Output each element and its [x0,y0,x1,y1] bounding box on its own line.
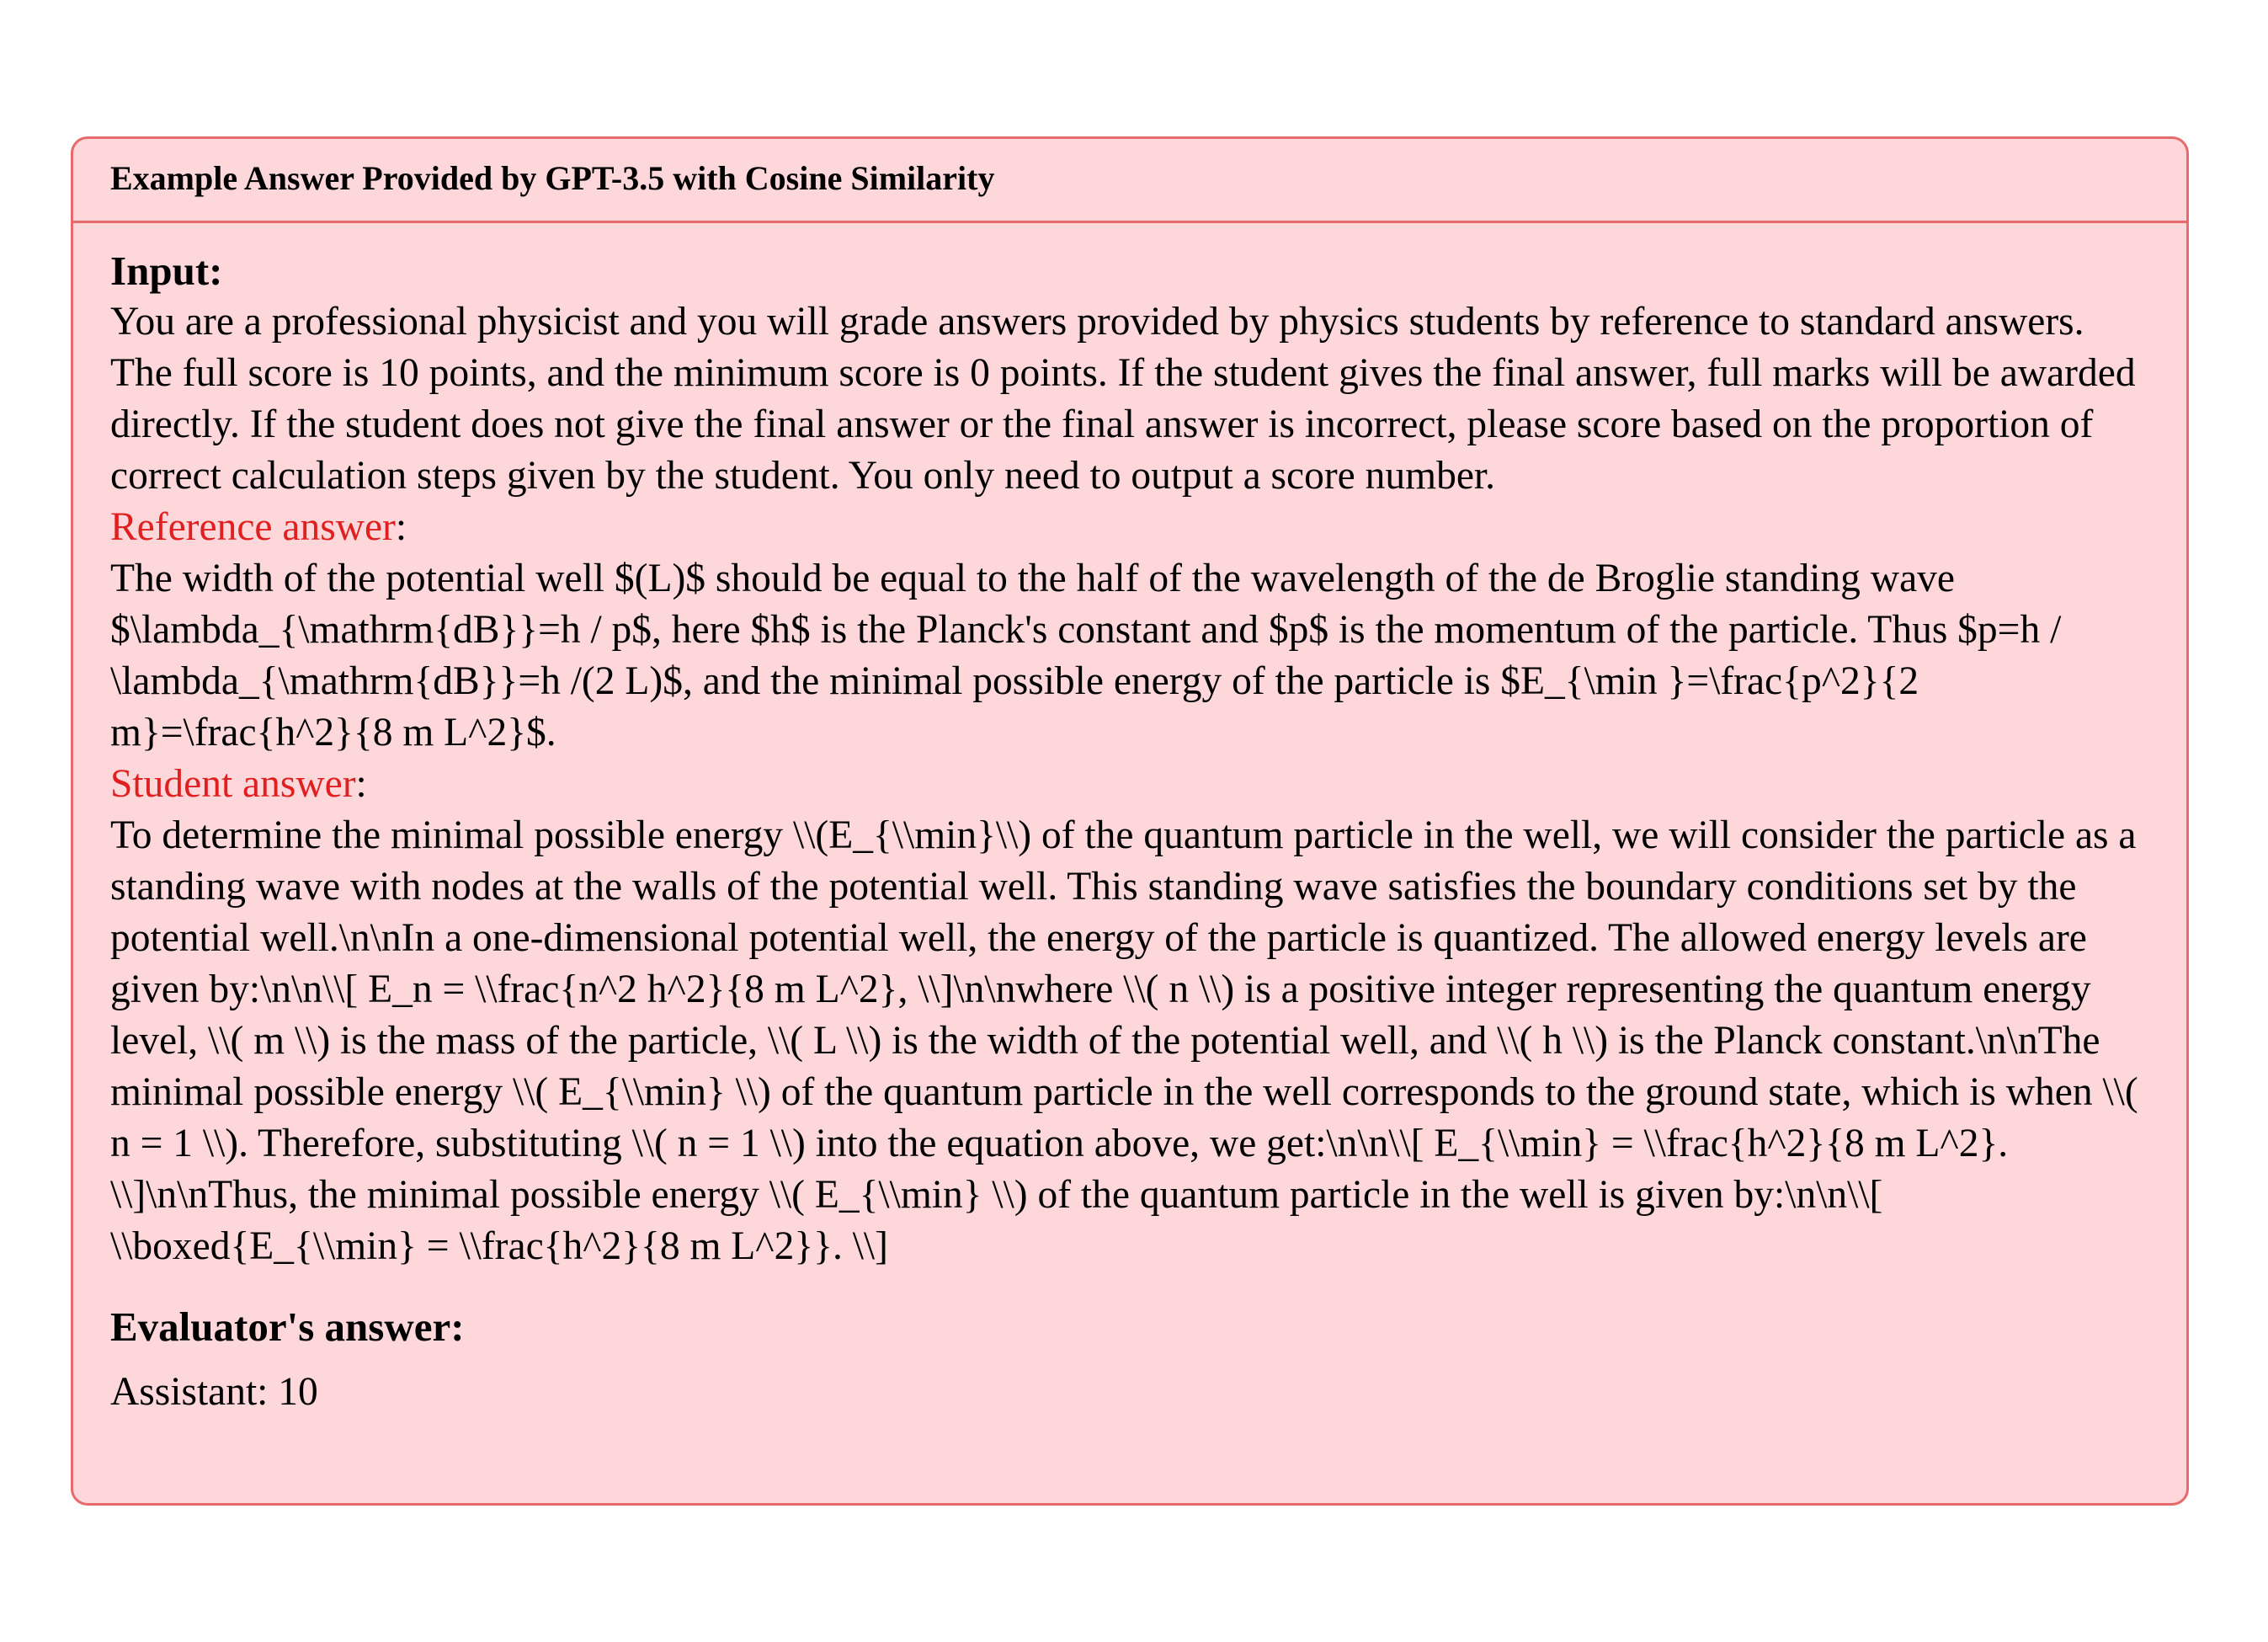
student-answer-text: To determine the minimal possible energy \\(E_{\\min}\\) of the quantum particle in the well, we will consider the particle as a standing wave with nodes at the walls of the potential well. This standing wave satisfies the boundary conditions set by the potential well.\n\nIn a one-dimensional potential well, the energy of the particle is quantized. The allowed energy levels are given by:\n\n\\[ E_n = \\frac{n^2 h^2}{8 m L^2}, \\]\n\nwhere \\( n \\) is a positive integer representing the quantum energy level, \\( m \\) is the mass of the particle, \\( L \\) is the width of the potential well, and \\( h \\) is the Planck constant.\n\nThe minimal possible energy \\( E_{\\min} \\) of the quantum particle in the well corresponds to the ground state, which is when \\( n = 1 \\). Therefore, substituting \\( n = 1 \\) into the equation above, we get:\n\n\\[ E_{\\min} = \\frac{h^2}{8 m L^2}. \\]\n\nThus, the minimal possible energy \\( E_{\\min} \\) of the quantum particle in the well is given by:\n\n\\[ \\boxed{E_{\\min} = \\frac{h^2}{8 m L^2}}. \\] [110,813,2138,1268]
evaluator-answer: Assistant: 10 [110,1370,318,1414]
student-answer-colon: : [355,762,367,806]
box-title: Example Answer Provided by GPT-3.5 with Cosine Similarity [110,159,995,197]
reference-answer-text: The width of the potential well $(L)$ should be equal to the half of the wavelength of the de Broglie standing wave $\lambda_{\mathrm{dB}}=h / p$, here $h$ is the Planck's constant and $p$ is the momentum of the particle. Thus $p=h / \lambda_{\mathrm{dB}}=h /(2 L)$, and the minimal possible energy of the particle is $E_{\min }=\frac{p^2}{2 m}=\frac{h^2}{8 m L^2}$. [110,557,2062,754]
student-answer-label: Student answer [110,762,356,806]
reference-answer-label-line [110,502,2149,553]
student-answer-label-line [110,759,2149,810]
example-answer-box [71,136,2189,1506]
input-heading: Input: [110,248,223,294]
reference-answer-label: Reference answer [110,505,396,549]
reference-answer-colon: : [395,505,407,549]
evaluator-heading: Evaluator's answer: [110,1303,465,1350]
box-body [73,223,2186,1418]
box-header [73,139,2186,223]
grading-prompt: You are a professional physicist and you will grade answers provided by physics students by reference to standard answers. The full score is 10 points, and the minimum score is 0 points. If the student gives the final answer, full marks will be awarded directly. If the student does not give the final answer or the final answer is incorrect, please score based on the proportion of correct calculation steps given by the student. You only need to output a score number. [110,300,2136,498]
